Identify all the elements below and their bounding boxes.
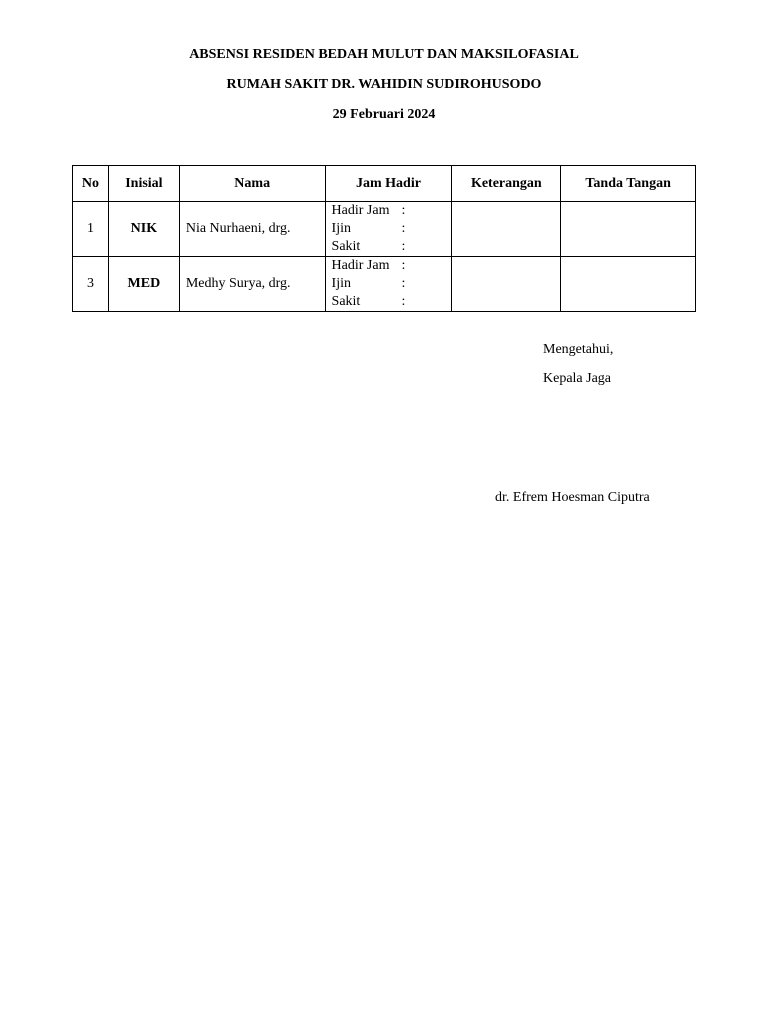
signature-role: Kepala Jaga [543,371,612,386]
ijin-label: Ijin [331,276,351,291]
row-number: 1 [73,202,109,257]
row-jam-hadir [325,202,452,257]
row-number: 3 [73,257,109,312]
row-name: Nia Nurhaeni, drg. [179,202,325,257]
colon: : [401,258,406,273]
colon: : [401,239,406,254]
table-header-row [73,166,696,202]
column-header-nama: Nama [179,166,325,202]
column-header-keterangan: Keterangan [452,166,561,202]
column-header-no: No [73,166,109,202]
sakit-label: Sakit [331,239,361,254]
row-keterangan [452,257,561,312]
colon: : [401,221,406,236]
attendance-table [72,165,696,312]
row-tanda-tangan [561,257,696,312]
row-keterangan [452,202,561,257]
colon: : [401,203,406,218]
row-jam-hadir [325,257,452,312]
hospital-name: RUMAH SAKIT DR. WAHIDIN SUDIROHUSODO [226,77,542,92]
table-row [73,202,696,257]
jam-hadir-label: Hadir Jam [331,258,390,273]
ijin-label: Ijin [331,221,351,236]
column-header-jam-hadir: Jam Hadir [325,166,452,202]
signature-acknowledged: Mengetahui, [543,342,614,357]
row-initials: MED [108,257,179,312]
row-initials: NIK [108,202,179,257]
column-header-tanda-tangan: Tanda Tangan [561,166,696,202]
document-date: 29 Februari 2024 [332,107,436,122]
document-title: ABSENSI RESIDEN BEDAH MULUT DAN MAKSILOFASIAL [189,47,579,62]
signature-name: dr. Efrem Hoesman Ciputra [495,490,650,505]
sakit-label: Sakit [331,294,361,309]
row-name: Medhy Surya, drg. [179,257,325,312]
colon: : [401,294,406,309]
table-row [73,257,696,312]
jam-hadir-label: Hadir Jam [331,203,390,218]
row-tanda-tangan [561,202,696,257]
colon: : [401,276,406,291]
column-header-inisial: Inisial [108,166,179,202]
